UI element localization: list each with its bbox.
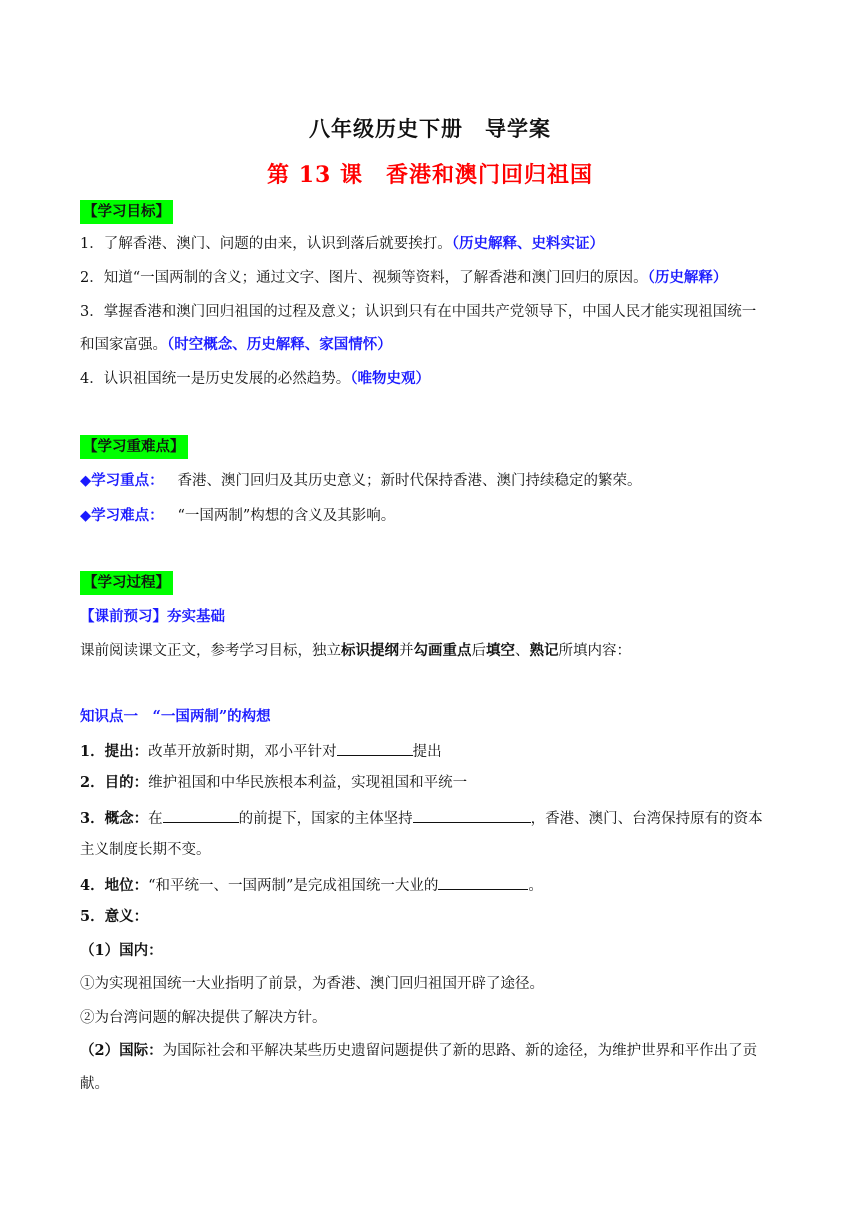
difficulty-row: ◆学习难点： “一国两制”构想的含义及其影响。: [80, 507, 396, 524]
knowledge-heading: 知识点一 “一国两制”的构想: [80, 708, 271, 725]
focus-row: ◆学习重点： 香港、澳门回归及其历史意义；新时代保持香港、澳门持续稳定的繁荣。: [80, 472, 642, 489]
kp-international-cont: 献。: [80, 1076, 109, 1092]
goals-tag: 【学习目标】: [80, 200, 173, 224]
lesson-title: 第 13 课 香港和澳门回归祖国: [267, 162, 593, 188]
fill-blank-1[interactable]: [337, 739, 413, 756]
kp-status: 4．地位：“和平统一、一国两制”是完成祖国统一大业的 。: [80, 873, 790, 897]
kp-international: （2）国际：为国际社会和平解决某些历史遗留问题提供了新的思路、新的途径，为维护世界和平作出了贡: [80, 1042, 758, 1059]
kp-proposal: 1．提出：改革开放新时期，邓小平针对 提出: [80, 739, 790, 763]
goal-item-3: 3．掌握香港和澳门回归祖国的过程及意义；认识到只有在中国共产党领导下，中国人民才能实现祖国统一: [80, 304, 757, 320]
preview-instruction: 课前阅读课文正文，参考学习目标，独立标识提纲并勾画重点后填空、熟记所填内容：: [80, 642, 631, 659]
document-title: 八年级历史下册 导学案: [309, 116, 551, 141]
kp-domestic-1: ①为实现祖国统一大业指明了前景，为香港、澳门回归祖国开辟了途径。: [80, 976, 544, 992]
kp-significance: 5．意义：: [80, 908, 149, 925]
kp-concept-cont: 主义制度长期不变。: [80, 842, 211, 858]
focus-label: ◆学习重点：: [80, 472, 164, 489]
fill-blank-2[interactable]: [163, 806, 239, 823]
kp-domestic-2: ②为台湾问题的解决提供了解决方针。: [80, 1010, 327, 1026]
goal-item-3-cont: 和国家富强。（时空概念、历史解释、家国情怀）: [80, 336, 392, 353]
goal-item-4: 4．认识祖国统一是历史发展的必然趋势。（唯物史观）: [80, 370, 430, 387]
kp-purpose: 2．目的：维护祖国和中华民族根本利益，实现祖国和平统一: [80, 774, 468, 791]
kp-domestic-label: （1）国内：: [80, 942, 163, 959]
kp-concept: 3．概念：在 的前提下，国家的主体坚持 ，香港、澳门、台湾保持原有的资本: [80, 806, 790, 830]
goal-item-2: 2．知道“一国两制的含义；通过文字、图片、视频等资料，了解香港和澳门回归的原因。（历史解释）: [80, 269, 728, 286]
fill-blank-4[interactable]: [438, 873, 528, 890]
difficulty-label: ◆学习难点：: [80, 507, 164, 524]
preview-heading: 【课前预习】夯实基础: [80, 608, 225, 625]
keypoints-tag: 【学习重难点】: [80, 435, 188, 459]
fill-blank-3[interactable]: [413, 806, 531, 823]
process-tag: 【学习过程】: [80, 571, 173, 595]
goal-item-1: 1．了解香港、澳门、问题的由来，认识到落后就要挨打。（历史解释、史料实证）: [80, 235, 604, 252]
